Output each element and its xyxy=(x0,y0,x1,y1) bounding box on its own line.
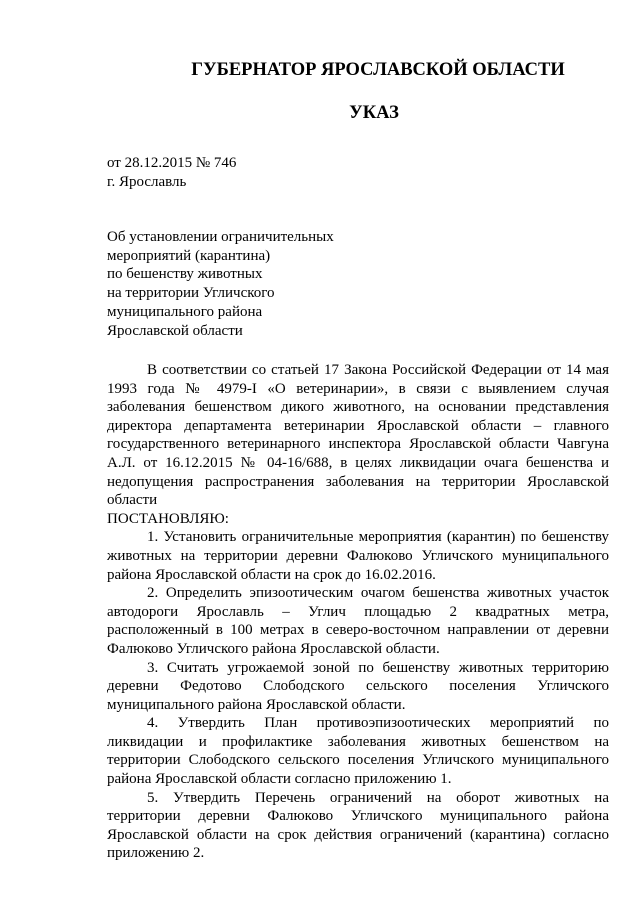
document-body xyxy=(107,361,609,863)
decree-item-2: 2. Определить эпизоотическим очагом бешенства животных участок автодороги Ярославль – Углич площадью 2 квадратных метра, расположенный в 100 метрах в северо-восточном направлении от деревни Фалюково Угличского района Ярославской области. xyxy=(107,585,609,657)
subject-line: Об установлении ограничительных xyxy=(107,229,334,245)
subject-line: на территории Угличского xyxy=(107,285,275,302)
subject-line: Ярославской области xyxy=(107,322,243,339)
issuer-title: ГУБЕРНАТОР ЯРОСЛАВСКОЙ ОБЛАСТИ xyxy=(191,60,565,80)
subject-line: муниципального района xyxy=(107,303,263,320)
decree-word: ПОСТАНОВЛЯЮ: xyxy=(107,510,229,527)
decree-item-3: 3. Считать угрожаемой зоной по бешенству животных территорию деревни Федотово Слободского сельского поселения Угличского муниципального района Ярославской области. xyxy=(107,659,609,713)
preamble: В соответствии со статьей 17 Закона Российской Федерации от 14 мая 1993 года № 4979-I «О ветеринарии», в связи с выявлением случая заболевания бешенством дикого животного, на основании представления директора департамента ветеринарии Ярославской области – главного государственного ветеринарного инспектора Ярославской области Чавгуна А.Л. от 16.12.2015 № 04-16/688, в целях ликвидации очага бешенства и недопущения распространения заболевания на территории Ярославской области xyxy=(107,362,609,509)
subject-line: по бешенству животных xyxy=(107,266,263,283)
document-subject xyxy=(107,228,334,340)
decree-item-5: 5. Утвердить Перечень ограничений на оборот животных на территории деревни Фалюково Угличского муниципального района Ярославской области на срок действия ограничений (карантина) согласно приложению 2. xyxy=(107,789,609,862)
document-type: УКАЗ xyxy=(349,103,399,123)
decree-item-1: 1. Установить ограничительные мероприятия (карантин) по бешенству животных на территории деревни Фалюково Угличского муниципального района Ярославской области на срок до 16.02.2016. xyxy=(107,529,609,583)
decree-item-4: 4. Утвердить План противоэпизоотических мероприятий по ликвидации и профилактике заболевания животных бешенством на территории Слободского сельского поселения Угличского муниципального района Ярославской области согласно приложению 1. xyxy=(107,715,609,788)
subject-line: мероприятий (карантина) xyxy=(107,247,271,264)
city: г. Ярославль xyxy=(107,174,187,190)
date-number: от 28.12.2015 № 746 xyxy=(107,155,237,171)
document-meta xyxy=(107,154,236,192)
